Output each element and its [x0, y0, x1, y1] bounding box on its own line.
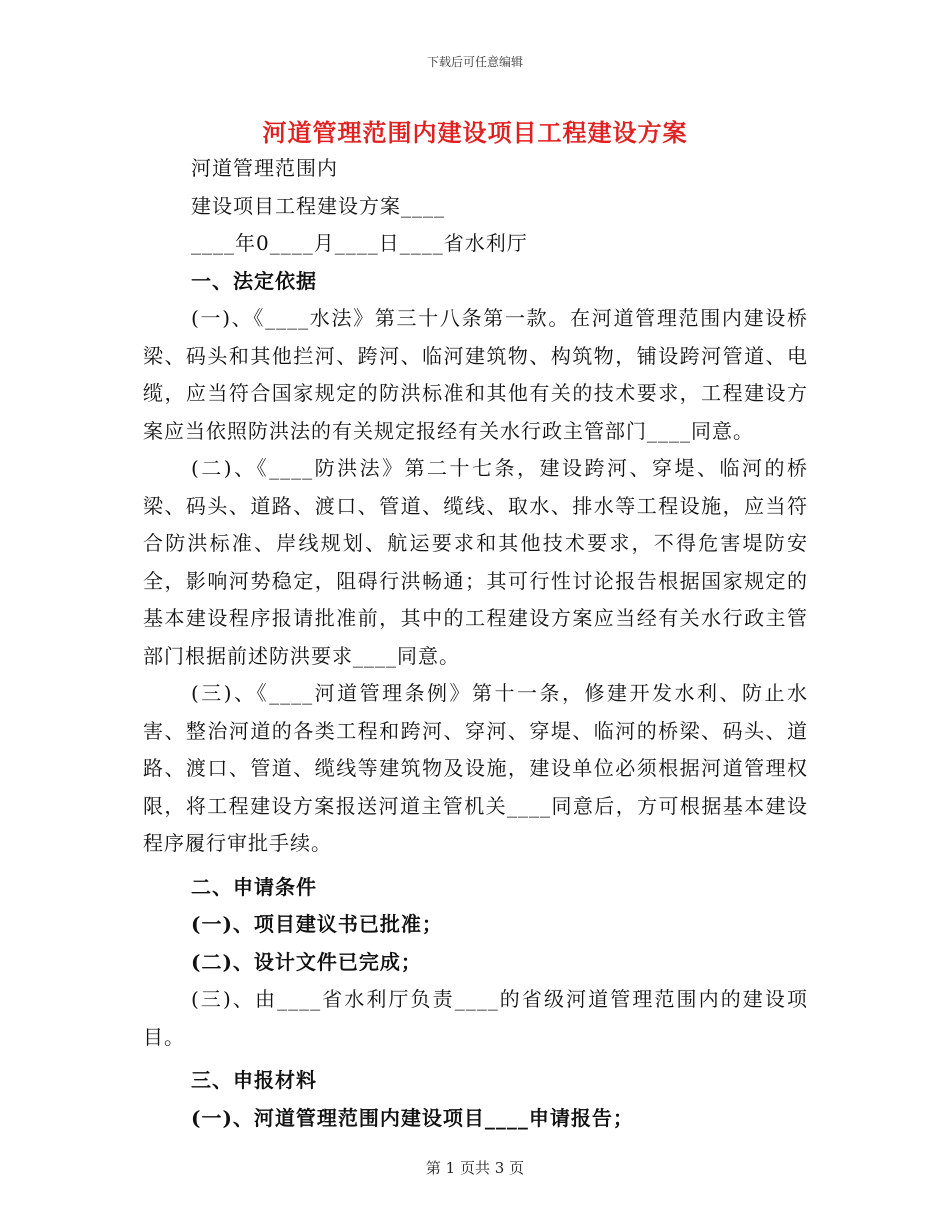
intro-line-2: 建设项目工程建设方案____ — [191, 193, 445, 218]
section-2-paragraph-3: (三)、由____省水利厅负责____的省级河道管理范围内的建设项目。 — [143, 987, 808, 1049]
header-note: 下载后可任意编辑 — [426, 55, 523, 69]
section-1-paragraph-3: (三)、《____河道管理条例》第十一条，修建开发水利、防止水害、整治河道的各类工程和跨河、穿河、穿堤、临河的桥梁、码头、道路、渡口、管道、缆线等建筑物及设施，建设单位必须根据河道管理权限，将工程建设方案报送河道主管机关____同意后，方可根据基本建设程序履行审批手续。 — [143, 681, 808, 855]
section-3-item-1: (一)、河道管理范围内建设项目____申请报告； — [191, 1105, 634, 1130]
intro-line-3: ____年0____月____日____省水利厅 — [191, 231, 528, 255]
section-1-paragraph-1: (一)、《____水法》第三十八条第一款。在河道管理范围内建设桥梁、码头和其他拦河、跨河、临河建筑物、构筑物，铺设跨河管道、电缆，应当符合国家规定的防洪标准和其他有关的技术要求，工程建设方案应当依照防洪法的有关规定报经有关水行政主管部门____同意。 — [143, 306, 808, 443]
document-body — [143, 150, 808, 1137]
document-title: 河道管理范围内建设项目工程建设方案 — [262, 118, 688, 147]
page-footer: 第 1 页共 3 页 — [425, 1159, 525, 1177]
section-3-heading: 三、申报材料 — [191, 1068, 317, 1092]
section-2-item-2: (二)、设计文件已完成； — [191, 949, 422, 974]
section-2-item-1: (一)、项目建议书已批准； — [191, 912, 443, 936]
section-1-paragraph-2: (二)、《____防洪法》第二十七条，建设跨河、穿堤、临河的桥梁、码头、道路、渡口、管道、缆线、取水、排水等工程设施，应当符合防洪标准、岸线规划、航运要求和其他技术要求，不得危害堤防安全，影响河势稳定，阻碍行洪畅通；其可行性讨论报告根据国家规定的基本建设程序报请批准前，其中的工程建设方案应当经有关水行政主管部门根据前述防洪要求____同意。 — [143, 456, 808, 668]
intro-line-1: 河道管理范围内 — [191, 156, 338, 180]
section-2-heading: 二、申请条件 — [191, 874, 317, 899]
section-1-heading: 一、法定依据 — [191, 268, 317, 293]
